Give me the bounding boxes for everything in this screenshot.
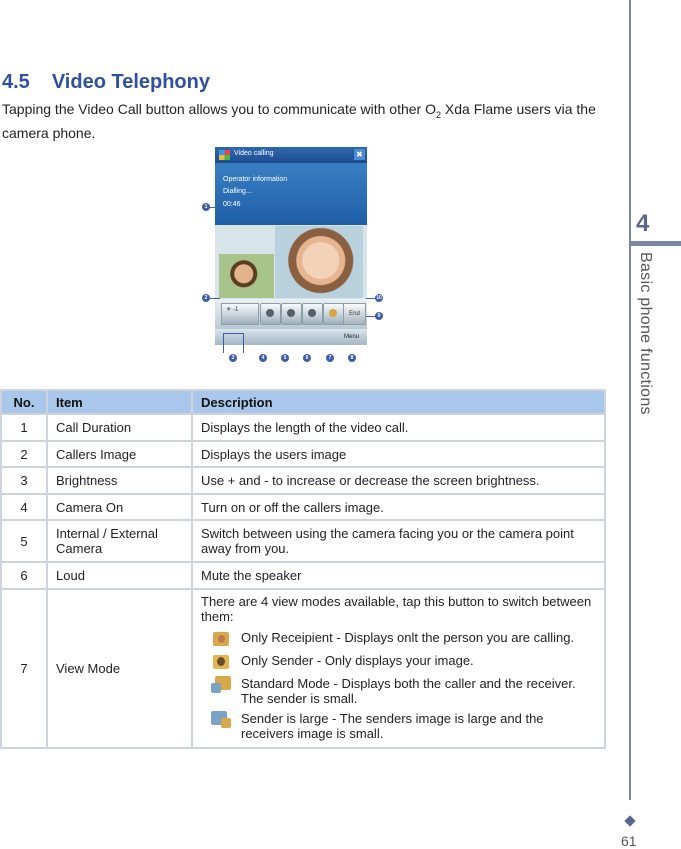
table-row <box>1 562 605 589</box>
items-table <box>0 389 606 749</box>
view-mode-option <box>201 630 596 648</box>
section-number: 4.5 <box>2 71 30 93</box>
callout-2: 2 <box>202 294 210 302</box>
callout-leader <box>223 333 224 353</box>
callout-8: 8 <box>348 354 356 362</box>
row-item: Loud <box>47 562 192 589</box>
sender-large-icon <box>209 711 231 729</box>
receiver-image <box>275 226 363 298</box>
row-description: Use + and - to increase or decrease the screen brightness. <box>192 467 605 494</box>
row-no: 4 <box>1 494 47 520</box>
chapter-title: Basic phone functions <box>637 252 654 415</box>
callout-4: 4 <box>259 354 267 362</box>
row-item: Call Duration <box>47 414 192 441</box>
header-no: No. <box>1 390 47 414</box>
callout-1: 1 <box>202 203 210 211</box>
row-no: 1 <box>1 414 47 441</box>
brightness-control[interactable] <box>221 303 259 325</box>
view-mode-icon <box>329 309 337 317</box>
switch-camera-icon <box>287 309 295 317</box>
intro-paragraph <box>2 100 602 142</box>
dialling-status: Dialling... <box>223 188 252 195</box>
row-item: Brightness <box>47 467 192 494</box>
table-row <box>1 441 605 467</box>
menu-softkey[interactable]: Menu <box>344 334 360 340</box>
speaker-icon <box>308 309 316 317</box>
callout-leader <box>210 298 220 299</box>
view-mode-option <box>201 653 596 671</box>
section-heading <box>2 71 210 94</box>
page-number: 61 <box>621 833 637 849</box>
header-item: Item <box>47 390 192 414</box>
window-title: Video calling <box>234 150 274 157</box>
callout-3: 3 <box>229 354 237 362</box>
callout-leader <box>223 333 244 334</box>
row-no: 5 <box>1 520 47 562</box>
view-mode-text: Only Sender - Only displays your image. <box>241 653 474 668</box>
row-no: 6 <box>1 562 47 589</box>
brightness-label: ☀ -1 <box>226 307 239 313</box>
diamond-icon <box>624 815 635 826</box>
chapter-number: 4 <box>636 210 650 237</box>
chapter-tab-bar <box>629 241 681 246</box>
row-no: 2 <box>1 441 47 467</box>
row-description: Mute the speaker <box>192 562 605 589</box>
sender-image <box>219 254 274 298</box>
operator-info: Operator information <box>223 176 288 183</box>
view-mode-button[interactable] <box>323 303 344 325</box>
section-title: Video Telephony <box>51 71 210 93</box>
intro-text-start: Tapping the Video Call button allows you to communicate with other O <box>2 101 436 117</box>
intro-text-end: Xda Flame users via the camera phone. <box>2 101 596 141</box>
callout-10: 10 <box>376 295 382 301</box>
row-no: 7 <box>1 589 47 748</box>
row-item: Camera On <box>47 494 192 520</box>
call-duration: 00:46 <box>223 201 241 208</box>
close-button[interactable]: ✖ <box>354 149 365 160</box>
switch-camera-button[interactable] <box>281 303 302 325</box>
callout-5: 5 <box>281 354 289 362</box>
windows-logo-icon <box>219 150 230 160</box>
view-mode-option <box>201 676 596 706</box>
row-item: Callers Image <box>47 441 192 467</box>
view-mode-intro: There are 4 view modes available, tap this button to switch between them: <box>201 594 592 624</box>
row-description <box>192 589 605 748</box>
view-mode-text: Standard Mode - Displays both the caller and the receiver. The sender is small. <box>241 676 576 706</box>
end-call-button[interactable]: End <box>343 303 366 325</box>
table-row <box>1 467 605 494</box>
table-header-row <box>1 390 605 414</box>
table-row <box>1 494 605 520</box>
callout-leader <box>210 207 220 208</box>
row-item: Internal / External Camera <box>47 520 192 562</box>
view-mode-option <box>201 711 596 741</box>
callout-leader <box>243 333 244 353</box>
loud-button[interactable] <box>302 303 323 325</box>
camera-on-button[interactable] <box>260 303 281 325</box>
table-row <box>1 520 605 562</box>
video-call-screenshot <box>215 147 367 345</box>
row-item: View Mode <box>47 589 192 748</box>
table-row-view-mode <box>1 589 605 748</box>
row-description: Displays the users image <box>192 441 605 467</box>
row-description: Switch between using the camera facing you or the camera point away from you. <box>192 520 605 562</box>
table-row <box>1 414 605 441</box>
row-description: Turn on or off the callers image. <box>192 494 605 520</box>
chapter-side-rule <box>629 0 631 800</box>
receiver-only-icon <box>209 630 231 648</box>
standard-mode-icon <box>209 676 231 694</box>
view-mode-text: Only Receipient - Displays onlt the person you are calling. <box>241 630 575 645</box>
callout-9: 9 <box>375 312 383 320</box>
intro-subscript: 2 <box>436 109 442 120</box>
callout-7: 7 <box>326 354 334 362</box>
camera-icon <box>266 309 274 317</box>
view-mode-text: Sender is large - The senders image is large and the receivers image is small. <box>241 711 544 741</box>
row-description: Displays the length of the video call. <box>192 414 605 441</box>
header-description: Description <box>192 390 605 414</box>
callout-6: 6 <box>303 354 311 362</box>
sender-only-icon <box>209 653 231 671</box>
row-no: 3 <box>1 467 47 494</box>
